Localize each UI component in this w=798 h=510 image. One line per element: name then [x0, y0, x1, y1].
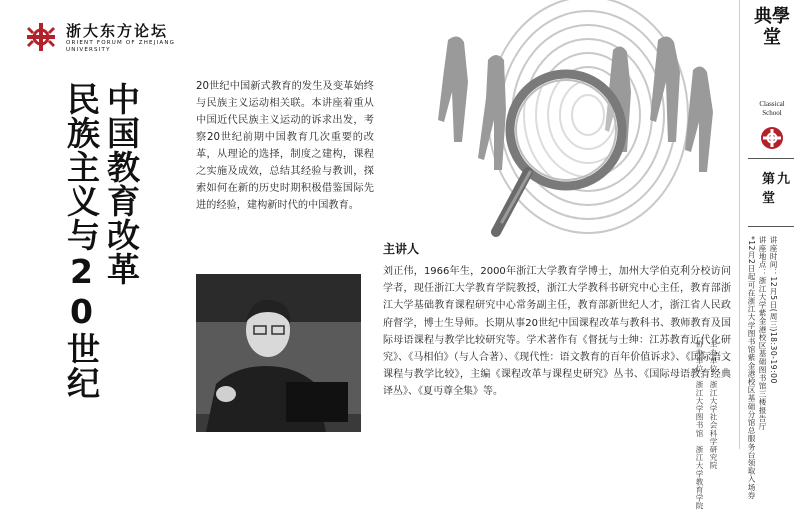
event-place: 讲座地点：浙江大学紫金港校区基础图书馆三楼报告厅 — [758, 236, 767, 431]
event-details — [746, 236, 779, 500]
brand-emblem-icon — [760, 126, 784, 150]
sidebar-rule — [748, 226, 794, 227]
host-organizer: 主办单位：浙江大学社会科学研究院 — [709, 340, 718, 470]
brand-subtitle — [752, 100, 792, 118]
lecture-introduction: 20世纪中国新式教育的发生及变革始终与民族主义运动相关联。本讲座着重从中国近代民族主义运动的诉求出发，考察20世纪前期中国教育几次重要的改革，从理论的选择，制度之建构，课程之实施及成效，总结其经验与教训，探索如何在新的历史时期积极借鉴国际先进的经验，建构新时代的中国教育。 — [196, 81, 374, 211]
brand-subtitle-line-1: Classical — [759, 100, 785, 108]
co-organizers: 协办单位：浙江大学图书馆 浙江大学教育学院 — [695, 340, 704, 510]
page-title-line-1: 中国教育改革 — [102, 82, 141, 286]
speaker-photo — [196, 274, 361, 432]
orient-forum-logo-icon — [26, 22, 56, 52]
fingerprint-magnifier-graphic — [418, 0, 738, 262]
ticket-note: *12月2日起可在浙江大学图书馆紫金港校区基础分馆总服务台领取入场券 — [747, 236, 756, 500]
session-number: 第九堂 — [762, 172, 793, 206]
sidebar-rule — [748, 158, 794, 159]
speaker-heading: 主讲人 — [383, 242, 420, 256]
page-title-line-2: 民族主义与20世纪 — [62, 82, 101, 400]
brand-title: 典學堂 — [754, 6, 790, 48]
sidebar-divider — [739, 0, 740, 449]
logo-title: 浙大东方论坛 — [66, 22, 169, 40]
speaker-biography: 刘正伟，1966年生，2000年浙江大学教育学博士，加州大学伯克利分校访问学者，现任浙江大学教育学院教授，浙江大学教科书研究中心主任，教育部浙江大学基础教育课程研究中心常务副主任，教育部新世纪人才，浙江省人民政府督学，博士生导师。长期从事20世纪中国课程改革与教科书、教师教育及国际母语课程与教学比较研究等。学术著作有《督抚与士绅：江苏教育近代化研究》、《马相伯》（与人合著）、《现代性：语文教育的百年价值诉求》、《国际语文课程与教学比较》，主编《课程改革与课程史研究》丛书、《国际母语教育经典译丛》、《夏丏尊全集》等。 — [383, 266, 731, 398]
event-time: 讲座时间：12月5日(周三)18:30-19:00 — [769, 236, 778, 384]
logo-subtitle: ORIENT FORUM OF ZHEJIANG UNIVERSITY — [66, 40, 176, 53]
brand-subtitle-line-2: School — [762, 109, 782, 117]
